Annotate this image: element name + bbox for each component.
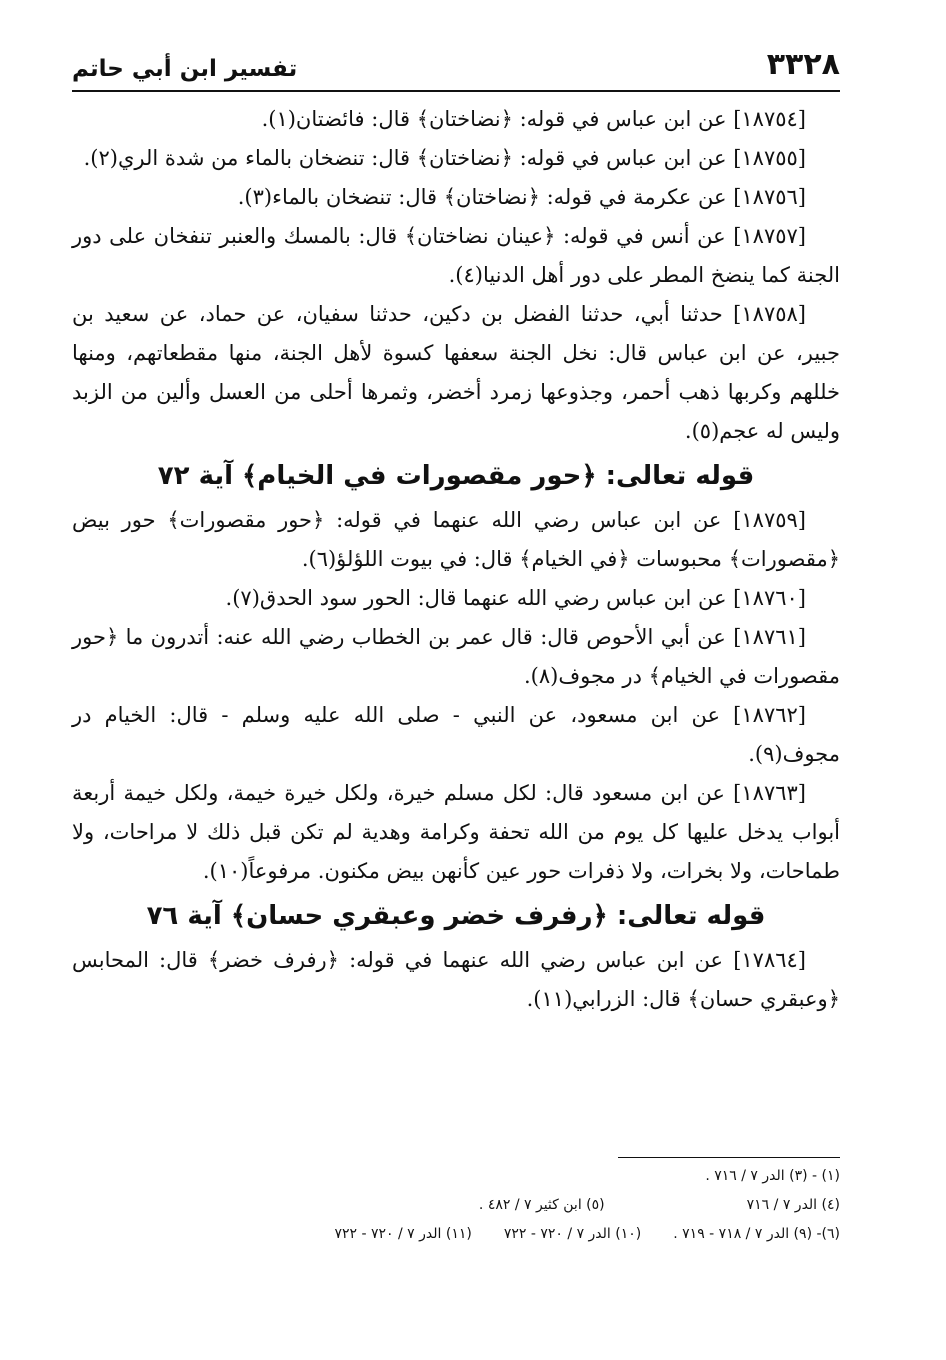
page-number: ٣٣٢٨ [766,47,840,82]
narration-17864: [١٧٨٦٤] عن ابن عباس رضي الله عنهما في قوله: ﴿رفرف خضر﴾ قال: المحابس ﴿وعبقري حسان﴾ قال: الزرابي(١١). [72,948,840,1011]
footnote-divider [618,1157,840,1158]
footnote-10: (١٠) الدر ٧ / ٧٢٠ - ٧٢٢ [503,1226,642,1242]
page-header [72,36,840,82]
narration-18760: [١٨٧٦٠] عن ابن عباس رضي الله عنهما قال: الحور سود الحدق(٧). [225,586,806,610]
footnote-1-3: (١) - (٣) الدر ٧ / ٧١٦ . [705,1168,840,1184]
narration-18763: [١٨٧٦٣] عن ابن مسعود قال: لكل مسلم خيرة، ولكل خيرة خيمة، ولكل خيمة أربعة أبواب يدخل عليها كل يوم من الله تحفة وكرامة وهدية لم تكن قبل ذلك لا مراحات، ولا طماحات، ولا بخرات، ولا ذفرات حور عين كأنهن بيض مكنون. مرفوعاً(١٠). [72,781,840,883]
footnote-line [72,1162,840,1191]
narration-18762: [١٨٧٦٢] عن ابن مسعود، عن النبي - صلى الله عليه وسلم - قال: الخيام در مجوف(٩). [72,703,840,766]
narration-18757: [١٨٧٥٧] عن أنس في قوله: ﴿عينان نضاختان﴾ قال: بالمسك والعنبر تنفخان على دور الجنة كما ينضخ المطر على دور أهل الدنيا(٤). [72,224,840,287]
narration-18755: [١٨٧٥٥] عن ابن عباس في قوله: ﴿نضاختان﴾ قال: تنضخان بالماء من شدة الري(٢). [83,146,806,170]
footnote-line [72,1191,840,1220]
narration-18756: [١٨٧٥٦] عن عكرمة في قوله: ﴿نضاختان﴾ قال: تنضخان بالماء(٣). [237,185,806,209]
narration-18759: [١٨٧٥٩] عن ابن عباس رضي الله عنهما في قوله: ﴿حور مقصورات﴾ حور بيض ﴿مقصورات﴾ محبوسات ﴿في الخيام﴾ قال: في بيوت اللؤلؤ(٦). [72,508,840,571]
footnotes [72,1162,840,1249]
narration-18758: [١٨٧٥٨] حدثنا أبي، حدثنا الفضل بن دكين، حدثنا سفيان، عن حماد، عن سعيد بن جبير، عن ابن عباس قال: نخل الجنة سعفها كسوة لأهل الجنة، منها مقطعاتهم، ومنها خللهم وكربها ذهب أحمر، وجذوعها زمرد أخضر، وثمرها أحلى من العسل وألين من الزبد وليس له عجم(٥). [72,302,840,443]
verse-heading-76: قوله تعالى: ﴿رفرف خضر وعبقري حسان﴾ آية ٧٦ [146,901,766,931]
footnote-5: (٥) ابن كثير ٧ / ٤٨٢ . [478,1197,605,1213]
footnote-11: (١١) الدر ٧ / ٧٢٠ - ٧٢٢ [334,1226,472,1242]
verse-heading-72: قوله تعالى: ﴿حور مقصورات في الخيام﴾ آية ٧٢ [157,461,755,491]
footnote-line [72,1220,840,1249]
narration-18754: [١٨٧٥٤] عن ابن عباس في قوله: ﴿نضاختان﴾ قال: فائضتان(١). [261,107,806,131]
narration-18761: [١٨٧٦١] عن أبي الأحوص قال: قال عمر بن الخطاب رضي الله عنه: أتدرون ما ﴿حور مقصورات في الخيام﴾ در مجوف(٨). [72,625,840,688]
page-body [72,100,840,1019]
footnote-4: (٤) الدر ٧ / ٧١٦ [746,1197,840,1213]
book-title: تفسير ابن أبي حاتم [72,56,298,82]
header-divider [72,90,840,92]
footnote-6-9: (٦)- (٩) الدر ٧ / ٧١٨ - ٧١٩ . [673,1226,840,1242]
